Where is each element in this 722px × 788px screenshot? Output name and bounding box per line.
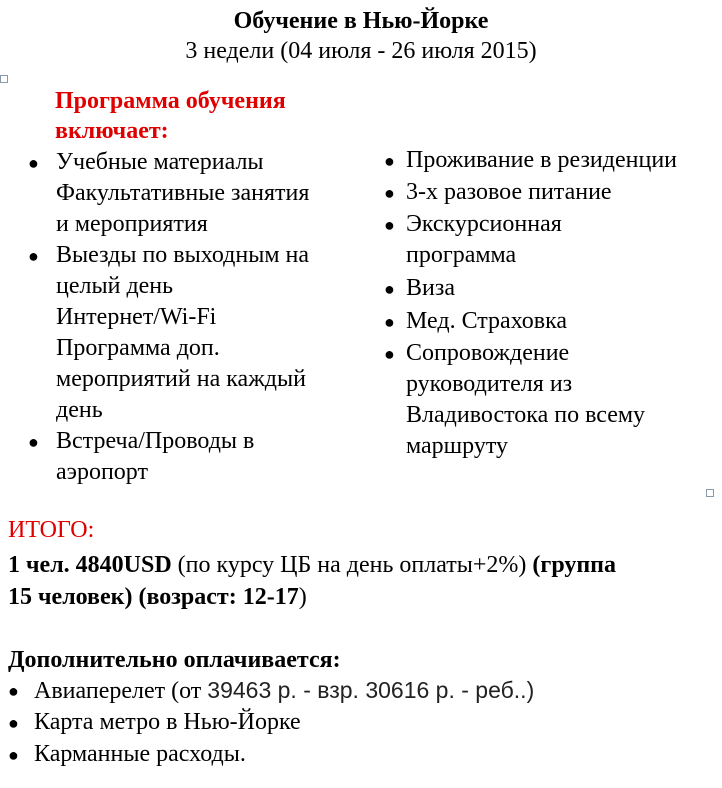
list-item-line: Проживание в резиденции [406, 147, 678, 173]
list-item-line: Сопровождение [406, 340, 570, 366]
extra-item-text: Авиаперелет (от [34, 678, 208, 704]
list-item-line: маршруту [406, 433, 509, 459]
price-note: (по курсу ЦБ на день оплаты+2%) [171, 552, 533, 578]
bullet-icon: ● [384, 151, 395, 171]
list-item-line: руководителя из [406, 371, 573, 397]
bullet-icon: ● [384, 215, 395, 235]
group-age: 15 человек) (возраст: 12-17 [8, 584, 299, 610]
table-move-handle[interactable] [0, 75, 8, 83]
document-title: Обучение в Нью-Йорке [233, 8, 489, 34]
price-line [8, 550, 616, 581]
total-heading: ИТОГО: [8, 517, 95, 543]
list-item-line: Мед. Страховка [406, 308, 568, 334]
bullet-icon: ● [384, 183, 395, 203]
group-close: ) [298, 584, 307, 610]
list-item-line: целый день [56, 273, 174, 299]
list-item-line: Выезды по выходным на [56, 242, 310, 268]
list-item-line: аэропорт [56, 459, 148, 485]
list-item-line: день [56, 397, 103, 423]
list-item-line: Учебные материалы [56, 149, 264, 175]
list-item-line: Программа доп. [56, 335, 220, 361]
list-item-line: мероприятий на каждый [56, 366, 306, 392]
program-heading-line2: включает: [55, 118, 169, 144]
table-resize-handle[interactable] [706, 489, 714, 497]
program-heading-line1: Программа обучения [55, 88, 286, 114]
list-item-line: Виза [406, 275, 455, 301]
list-item-line: Встреча/Проводы в [56, 428, 255, 454]
group-info: (группа [532, 552, 616, 578]
bullet-icon: ● [28, 432, 39, 452]
extra-item: Карманные расходы. [34, 741, 246, 767]
list-item-line: программа [406, 242, 517, 268]
list-item-line: Факультативные занятия [56, 180, 310, 206]
bullet-icon: ● [384, 312, 395, 332]
bullet-icon: ● [8, 681, 19, 701]
group-line [8, 582, 307, 613]
bullet-icon: ● [28, 246, 39, 266]
list-item-line: Владивостока по всему [406, 402, 646, 428]
bullet-icon: ● [384, 344, 395, 364]
bullet-icon: ● [8, 713, 19, 733]
extra-item-price: 39463 р. - взр. 30616 р. - реб..) [207, 677, 535, 703]
list-item-line: и мероприятия [56, 211, 208, 237]
bullet-icon: ● [8, 745, 19, 765]
extra-item: Карта метро в Нью-Йорке [34, 709, 301, 735]
bullet-icon: ● [384, 279, 395, 299]
list-item-line: Интернет/Wi-Fi [56, 304, 217, 330]
price-amount: 1 чел. 4840USD [8, 552, 172, 578]
list-item-line: Экскурсионная [406, 211, 562, 237]
extra-item [34, 675, 534, 707]
extra-heading: Дополнительно оплачивается: [8, 647, 341, 673]
list-item-line: 3-х разовое питание [406, 179, 612, 205]
document-subtitle: 3 недели (04 июля - 26 июля 2015) [185, 38, 537, 64]
bullet-icon: ● [28, 153, 39, 173]
